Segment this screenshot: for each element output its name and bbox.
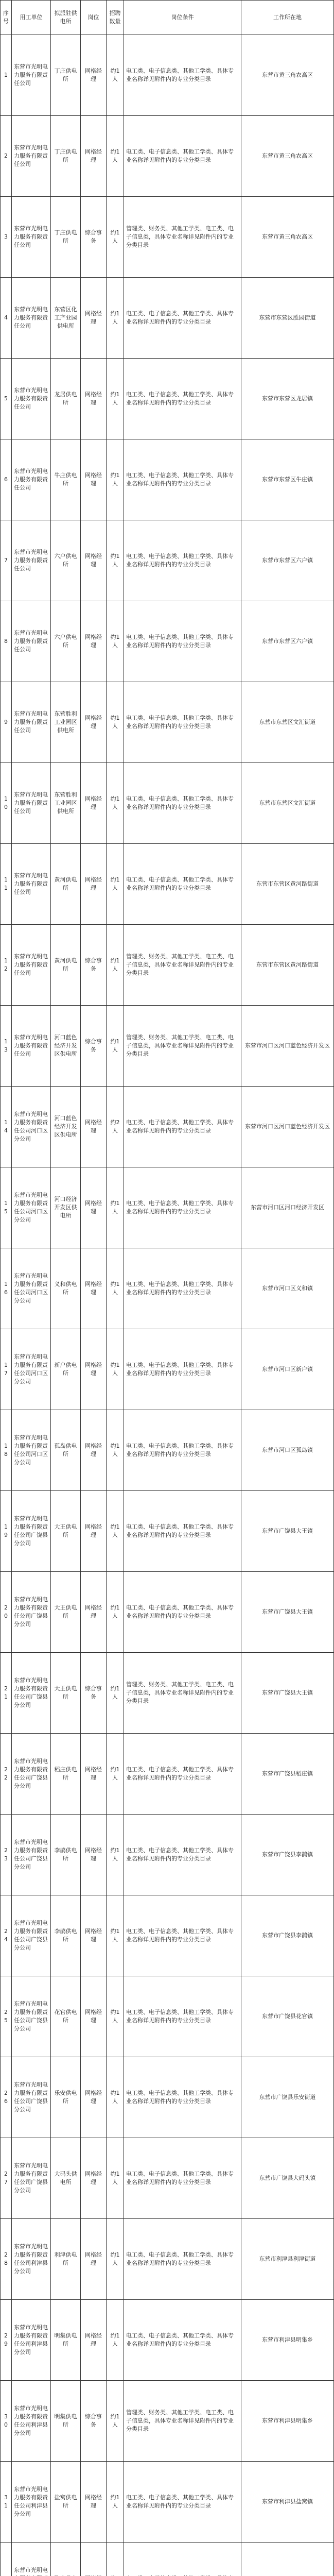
job-post: 网格经理 (81, 1248, 107, 1329)
table-header-row (1, 1, 334, 35)
table-row (1, 35, 334, 116)
work-location: 东营市广饶县李鹊镇 (241, 1895, 334, 1976)
header-site: 拟派驻供电所 (51, 1, 81, 35)
table-row (1, 2138, 334, 2219)
row-index: 30 (1, 2381, 12, 2462)
table-row (1, 2543, 334, 2576)
work-location: 东营市广饶县大王镇 (241, 1653, 334, 1734)
hire-count: 约1人 (107, 2138, 124, 2219)
power-station: 东营区化工产业园供电所 (51, 278, 81, 359)
job-requirements: 电工类、电子信息类、其他工学类、具体专业名称详见附件内的专业分类目录 (124, 359, 241, 439)
job-post: 网格经理 (81, 682, 107, 763)
employer-unit: 东营市光明电力服务有限责任公司利津县分公司 (12, 2381, 51, 2462)
table-row (1, 844, 334, 925)
employer-unit: 东营市光明电力服务有限责任公司广饶县分公司 (12, 1653, 51, 1734)
job-post: 网格经理 (81, 1087, 107, 1167)
work-location: 东营市利津县明集乡 (241, 2300, 334, 2381)
work-location: 东营市河口区河口经济开发区 (241, 1167, 334, 1248)
table-row (1, 1653, 334, 1734)
job-post: 网格经理 (81, 1572, 107, 1653)
table-row (1, 2462, 334, 2543)
power-station: 东营胜利工业园区供电所 (51, 763, 81, 844)
table-row (1, 1572, 334, 1653)
row-index: 4 (1, 278, 12, 359)
job-requirements: 电工类、电子信息类、其他工学类、具体专业名称详见附件内的专业分类目录 (124, 1895, 241, 1976)
table-row (1, 1410, 334, 1491)
table-row (1, 1248, 334, 1329)
hire-count: 约1人 (107, 1815, 124, 1895)
row-index: 7 (1, 520, 12, 601)
power-station: 孤岛供电所 (51, 1410, 81, 1491)
power-station (51, 2543, 81, 2576)
employer-unit: 东营市光明电力服务有限责任公司广饶县分公司 (12, 1572, 51, 1653)
hire-count: 约1人 (107, 1653, 124, 1734)
job-requirements: 电工类、电子信息类、其他工学类、具体专业名称详见附件内的专业分类目录 (124, 2462, 241, 2543)
employer-unit: 东营市光明电力服务有限责任公司河口区分公司 (12, 1329, 51, 1410)
job-post: 网格经理 (81, 763, 107, 844)
job-post: 网格经理 (81, 359, 107, 439)
row-index: 8 (1, 601, 12, 682)
header-post: 岗位 (81, 1, 107, 35)
hire-count: 约1人 (107, 359, 124, 439)
power-station: 丁庄供电所 (51, 35, 81, 116)
job-requirements: 电工类、电子信息类、其他工学类、具体专业名称详见附件内的专业分类目录 (124, 35, 241, 116)
row-index: 24 (1, 1895, 12, 1976)
hire-count: 约1人 (107, 1167, 124, 1248)
table-row (1, 116, 334, 197)
work-location: 东营市广饶县乐安街道 (241, 2057, 334, 2138)
table-body (1, 35, 334, 2576)
row-index: 23 (1, 1815, 12, 1895)
power-station: 大王供电所 (51, 1572, 81, 1653)
row-index: 14 (1, 1087, 12, 1167)
work-location: 东营市广饶县大王镇 (241, 1572, 334, 1653)
hire-count: 约1人 (107, 601, 124, 682)
table-row (1, 1976, 334, 2057)
job-post: 综合事务 (81, 2381, 107, 2462)
table-row (1, 763, 334, 844)
hire-count: 约1人 (107, 35, 124, 116)
job-requirements: 电工类、电子信息类、其他工学类、具体专业名称详见附件内的专业分类目录 (124, 1087, 241, 1167)
hire-count: 约1人 (107, 1895, 124, 1976)
work-location: 东营市河口区河口蓝色经济开发区 (241, 1006, 334, 1087)
hire-count: 约1人 (107, 2219, 124, 2300)
row-index (1, 2543, 12, 2576)
job-post: 综合事务 (81, 197, 107, 278)
work-location: 东营市东营区黄河路街道 (241, 844, 334, 925)
hire-count: 约1人 (107, 520, 124, 601)
employer-unit: 东营市光明电力服务有限责任公司利津县分公司 (12, 2219, 51, 2300)
hire-count: 约1人 (107, 925, 124, 1006)
work-location: 东营市黄三角农高区 (241, 116, 334, 197)
work-location: 东营市河口区河口蓝色经济开发区 (241, 1087, 334, 1167)
employer-unit: 东营市光明电力服务有限责任公司广饶县分公司 (12, 2138, 51, 2219)
job-post: 综合事务 (81, 1653, 107, 1734)
job-requirements: 电工类、电子信息类、其他工学类、具体专业名称详见附件内的专业分类目录 (124, 278, 241, 359)
employer-unit: 东营市光明电力服务有限责任公司 (12, 682, 51, 763)
work-location: 东营市河口区新户镇 (241, 1329, 334, 1410)
table-row (1, 1815, 334, 1895)
power-station: 大码头供电所 (51, 2138, 81, 2219)
row-index: 22 (1, 1734, 12, 1815)
row-index: 12 (1, 925, 12, 1006)
work-location: 东营市广饶县大码头镇 (241, 2138, 334, 2219)
power-station: 六户供电所 (51, 601, 81, 682)
job-requirements: 电工类、电子信息类、其他工学类、具体专业名称详见附件内的专业分类目录 (124, 2138, 241, 2219)
row-index: 27 (1, 2138, 12, 2219)
hire-count: 约1人 (107, 844, 124, 925)
employer-unit: 东营市光明电力服务有限责任公司 (12, 278, 51, 359)
hire-count: 约1人 (107, 1734, 124, 1815)
hire-count: 约1人 (107, 2462, 124, 2543)
work-location: 东营市广饶县李鹊镇 (241, 1815, 334, 1895)
hire-count: 约1人 (107, 197, 124, 278)
job-requirements: 电工类、电子信息类、其他工学类、具体专业名称详见附件内的专业分类目录 (124, 1248, 241, 1329)
table-row (1, 1491, 334, 1572)
work-location: 东营市东营区六户镇 (241, 520, 334, 601)
row-index: 9 (1, 682, 12, 763)
employer-unit: 东营市光明电力服务有限责任公司广饶县分公司 (12, 1815, 51, 1895)
row-index: 3 (1, 197, 12, 278)
employer-unit: 东营市光明电力服务有限责任公司利津县分公司 (12, 2462, 51, 2543)
job-requirements: 电工类、电子信息类、其他工学类、具体专业名称详见附件内的专业分类目录 (124, 601, 241, 682)
job-requirements: 管理类、财务类、其他工学类、电工类、电子信息类，具体专业名称详见附件内的专业分类目录 (124, 2381, 241, 2462)
job-post: 网格经理 (81, 1734, 107, 1815)
job-requirements: 电工类、电子信息类、其他工学类、具体专业名称详见附件内的专业分类目录 (124, 1976, 241, 2057)
table-row (1, 2381, 334, 2462)
job-post: 网格经理 (81, 439, 107, 520)
work-location: 东营市广饶县稻庄镇 (241, 1734, 334, 1815)
employer-unit: 东营市光明电力服务有限责任公司 (12, 359, 51, 439)
job-post: 网格经理 (81, 2057, 107, 2138)
work-location: 东营市东营区文汇街道 (241, 682, 334, 763)
table-row (1, 2219, 334, 2300)
power-station: 李鹊供电所 (51, 1895, 81, 1976)
job-post: 综合事务 (81, 1006, 107, 1087)
hire-count (107, 2543, 124, 2576)
power-station: 龙居供电所 (51, 359, 81, 439)
hire-count: 约2人 (107, 1087, 124, 1167)
table-row (1, 1006, 334, 1087)
power-station: 乐安供电所 (51, 2057, 81, 2138)
job-post: 网格经理 (81, 1167, 107, 1248)
job-post: 网格经理 (81, 844, 107, 925)
row-index: 20 (1, 1572, 12, 1653)
table-row (1, 1734, 334, 1815)
row-index: 5 (1, 359, 12, 439)
job-post: 网格经理 (81, 2462, 107, 2543)
table-row (1, 1895, 334, 1976)
work-location: 东营市河口区孤岛镇 (241, 1410, 334, 1491)
job-requirements: 电工类、电子信息类、其他工学类、具体专业名称详见附件内的专业分类目录 (124, 520, 241, 601)
work-location: 东营市黄三角农高区 (241, 197, 334, 278)
work-location: 东营市东营区文汇街道 (241, 763, 334, 844)
work-location: 东营市广饶县花官镇 (241, 1976, 334, 2057)
job-post: 网格经理 (81, 1410, 107, 1491)
hire-count: 约1人 (107, 2381, 124, 2462)
employer-unit: 东营市光明电力服务有限责任公司 (12, 601, 51, 682)
row-index: 19 (1, 1491, 12, 1572)
employer-unit: 东营市光明电力服务有限责任公司广饶县分公司 (12, 2057, 51, 2138)
table-row (1, 520, 334, 601)
job-requirements: 电工类、电子信息类、其他工学类、具体专业名称详见附件内的专业分类目录 (124, 1734, 241, 1815)
employer-unit: 东营市光明电力服务有限责任公司 (12, 1006, 51, 1087)
table-row (1, 2057, 334, 2138)
job-post (81, 2543, 107, 2576)
employer-unit: 东营市光明电力服务有限责任公司 (12, 439, 51, 520)
job-requirements: 管理类、财务类、其他工学类、电工类、电子信息类，具体专业名称详见附件内的专业分类目录 (124, 1006, 241, 1087)
work-location: 东营市广饶县大王镇 (241, 1491, 334, 1572)
hire-count: 约1人 (107, 1248, 124, 1329)
work-location: 东营市东营区牛庄镇 (241, 439, 334, 520)
row-index: 16 (1, 1248, 12, 1329)
power-station: 李鹊供电所 (51, 1815, 81, 1895)
row-index: 2 (1, 116, 12, 197)
work-location: 东营市河口区义和镇 (241, 1248, 334, 1329)
header-requirements: 岗位条件 (124, 1, 241, 35)
hire-count: 约1人 (107, 682, 124, 763)
row-index: 31 (1, 2462, 12, 2543)
power-station: 黄河供电所 (51, 844, 81, 925)
job-requirements: 电工类、电子信息类、其他工学类、具体专业名称详见附件内的专业分类目录 (124, 116, 241, 197)
job-requirements: 管理类、财务类、其他工学类、电工类、电子信息类，具体专业名称详见附件内的专业分类目录 (124, 925, 241, 1006)
row-index: 11 (1, 844, 12, 925)
job-requirements: 电工类、电子信息类、其他工学类、具体专业名称详见附件内的专业分类目录 (124, 763, 241, 844)
work-location: 东营市东营区胜园街道 (241, 278, 334, 359)
table-row (1, 1167, 334, 1248)
job-post: 网格经理 (81, 520, 107, 601)
employer-unit: 东营市光明电力服务有限责任公司 (12, 35, 51, 116)
power-station: 丁庄供电所 (51, 197, 81, 278)
power-station: 河口蓝色经济开发区供电所 (51, 1006, 81, 1087)
job-requirements: 管理类、财务类、其他工学类、电工类、电子信息类，具体专业名称详见附件内的专业分类目录 (124, 197, 241, 278)
job-requirements: 电工类、电子信息类、其他工学类、具体专业名称详见附件内的专业分类目录 (124, 1572, 241, 1653)
job-requirements: 电工类、电子信息类、其他工学类、具体专业名称详见附件内的专业分类目录 (124, 844, 241, 925)
power-station: 新户供电所 (51, 1329, 81, 1410)
hire-count: 约1人 (107, 1976, 124, 2057)
work-location: 东营市东营区黄河路街道 (241, 925, 334, 1006)
power-station: 大王供电所 (51, 1491, 81, 1572)
job-requirements: 电工类、电子信息类、其他工学类、具体专业名称详见附件内的专业分类目录 (124, 1491, 241, 1572)
hire-count: 约1人 (107, 1410, 124, 1491)
power-station: 河口经济开发区供电所 (51, 1167, 81, 1248)
hire-count: 约1人 (107, 1572, 124, 1653)
job-post: 网格经理 (81, 278, 107, 359)
hire-count: 约1人 (107, 1491, 124, 1572)
employer-unit: 东营市光明电力服务有限责任公司河口区分公司 (12, 1248, 51, 1329)
work-location: 东营市东营区龙居镇 (241, 359, 334, 439)
job-post: 网格经理 (81, 2300, 107, 2381)
table-row (1, 2300, 334, 2381)
work-location: 东营市利津县盐窝镇 (241, 2462, 334, 2543)
job-requirements: 电工类、电子信息类、其他工学类、具体专业名称详见附件内的专业分类目录 (124, 439, 241, 520)
employer-unit: 东营市光明电力服务有限责任公司广饶县分公司 (12, 1734, 51, 1815)
header-unit: 用工单位 (12, 1, 51, 35)
job-requirements: 电工类、电子信息类、其他工学类、具体专业名称详见附件内的专业分类目录 (124, 2057, 241, 2138)
power-station: 花官供电所 (51, 1976, 81, 2057)
header-count: 招聘数量 (107, 1, 124, 35)
power-station: 丁庄供电所 (51, 116, 81, 197)
table-row (1, 197, 334, 278)
row-index: 10 (1, 763, 12, 844)
power-station: 牛庄供电所 (51, 439, 81, 520)
row-index: 6 (1, 439, 12, 520)
employer-unit: 东营市光明电力服务有限责任公司广饶县分公司 (12, 1491, 51, 1572)
power-station: 明集供电所 (51, 2300, 81, 2381)
employer-unit: 东营市光明电力服务有限责任公司 (12, 925, 51, 1006)
table-row (1, 1087, 334, 1167)
work-location: 东营市东营区六户镇 (241, 601, 334, 682)
power-station: 大王供电所 (51, 1653, 81, 1734)
power-station: 盐窝供电所 (51, 2462, 81, 2543)
row-index: 21 (1, 1653, 12, 1734)
job-requirements: 管理类、财务类、其他工学类、电工类、电子信息类，具体专业名称详见附件内的专业分类目录 (124, 1653, 241, 1734)
table-row (1, 1329, 334, 1410)
hire-count: 约1人 (107, 2300, 124, 2381)
job-requirements: 电工类、电子信息类、其他工学类、具体专业名称详见附件内的专业分类目录 (124, 1167, 241, 1248)
job-post: 网格经理 (81, 116, 107, 197)
power-station: 河口蓝色经济开发区供电所 (51, 1087, 81, 1167)
hire-count: 约1人 (107, 763, 124, 844)
job-post: 网格经理 (81, 2219, 107, 2300)
job-post: 网格经理 (81, 601, 107, 682)
work-location: 东营市黄三角农高区 (241, 35, 334, 116)
power-station: 黄河供电所 (51, 925, 81, 1006)
work-location: 东营市利津县利津街道 (241, 2219, 334, 2300)
table-row (1, 601, 334, 682)
power-station: 利津供电所 (51, 2219, 81, 2300)
employer-unit: 东营市光明电力服务有限责任公司 (12, 197, 51, 278)
job-post: 网格经理 (81, 1329, 107, 1410)
row-index: 17 (1, 1329, 12, 1410)
table-row (1, 682, 334, 763)
row-index: 15 (1, 1167, 12, 1248)
power-station: 明集供电所 (51, 2381, 81, 2462)
employer-unit: 东营市光明电 (12, 2543, 51, 2576)
header-index: 序号 (1, 1, 12, 35)
job-post: 综合事务 (81, 925, 107, 1006)
table-row (1, 278, 334, 359)
employer-unit: 东营市光明电力服务有限责任公司利津县分公司 (12, 2300, 51, 2381)
row-index: 18 (1, 1410, 12, 1491)
job-post: 网格经理 (81, 1815, 107, 1895)
job-post: 网格经理 (81, 2138, 107, 2219)
job-requirements: 电工类、电子信息类、其他工学类、具体专业名称详见附件内的专业分类目录 (124, 2219, 241, 2300)
employer-unit: 东营市光明电力服务有限责任公司 (12, 763, 51, 844)
row-index: 28 (1, 2219, 12, 2300)
hire-count: 约1人 (107, 1329, 124, 1410)
employer-unit: 东营市光明电力服务有限责任公司 (12, 844, 51, 925)
job-requirements: 电工类、电子信息类、其他工学类、具体专业名称详见附件内的专业分类目录 (124, 682, 241, 763)
job-post: 网格经理 (81, 35, 107, 116)
row-index: 13 (1, 1006, 12, 1087)
row-index: 29 (1, 2300, 12, 2381)
job-requirements: 电工类、电子信息类、其他工学类、具体专业名称详见附件内的专业分类目录 (124, 1815, 241, 1895)
power-station: 稻庄供电所 (51, 1734, 81, 1815)
job-post: 网格经理 (81, 1976, 107, 2057)
table-row (1, 359, 334, 439)
hire-count: 约1人 (107, 1006, 124, 1087)
header-location: 工作所在地 (241, 1, 334, 35)
work-location (241, 2543, 334, 2576)
job-requirements (124, 2543, 241, 2576)
power-station: 六户供电所 (51, 520, 81, 601)
work-location: 东营市利津县明集乡 (241, 2381, 334, 2462)
hire-count: 约1人 (107, 439, 124, 520)
employer-unit: 东营市光明电力服务有限责任公司 (12, 520, 51, 601)
table-row (1, 925, 334, 1006)
hire-count: 约1人 (107, 278, 124, 359)
table-row (1, 439, 334, 520)
job-post: 网格经理 (81, 1491, 107, 1572)
power-station: 东营胜利工业园区供电所 (51, 682, 81, 763)
hire-count: 约1人 (107, 116, 124, 197)
employer-unit: 东营市光明电力服务有限责任公司河口区分公司 (12, 1410, 51, 1491)
employer-unit: 东营市光明电力服务有限责任公司广饶县分公司 (12, 1976, 51, 2057)
employer-unit: 东营市光明电力服务有限责任公司广饶县分公司 (12, 1895, 51, 1976)
employer-unit: 东营市光明电力服务有限责任公司河口区分公司 (12, 1087, 51, 1167)
job-post: 网格经理 (81, 1895, 107, 1976)
row-index: 1 (1, 35, 12, 116)
job-requirements: 电工类、电子信息类、其他工学类、具体专业名称详见附件内的专业分类目录 (124, 2300, 241, 2381)
row-index: 26 (1, 2057, 12, 2138)
employer-unit: 东营市光明电力服务有限责任公司 (12, 116, 51, 197)
employer-unit: 东营市光明电力服务有限责任公司河口区分公司 (12, 1167, 51, 1248)
job-requirements: 电工类、电子信息类、其他工学类、具体专业名称详见附件内的专业分类目录 (124, 1329, 241, 1410)
power-station: 义和供电所 (51, 1248, 81, 1329)
row-index: 25 (1, 1976, 12, 2057)
hire-count: 约1人 (107, 2057, 124, 2138)
job-requirements: 电工类、电子信息类、其他工学类、具体专业名称详见附件内的专业分类目录 (124, 1410, 241, 1491)
